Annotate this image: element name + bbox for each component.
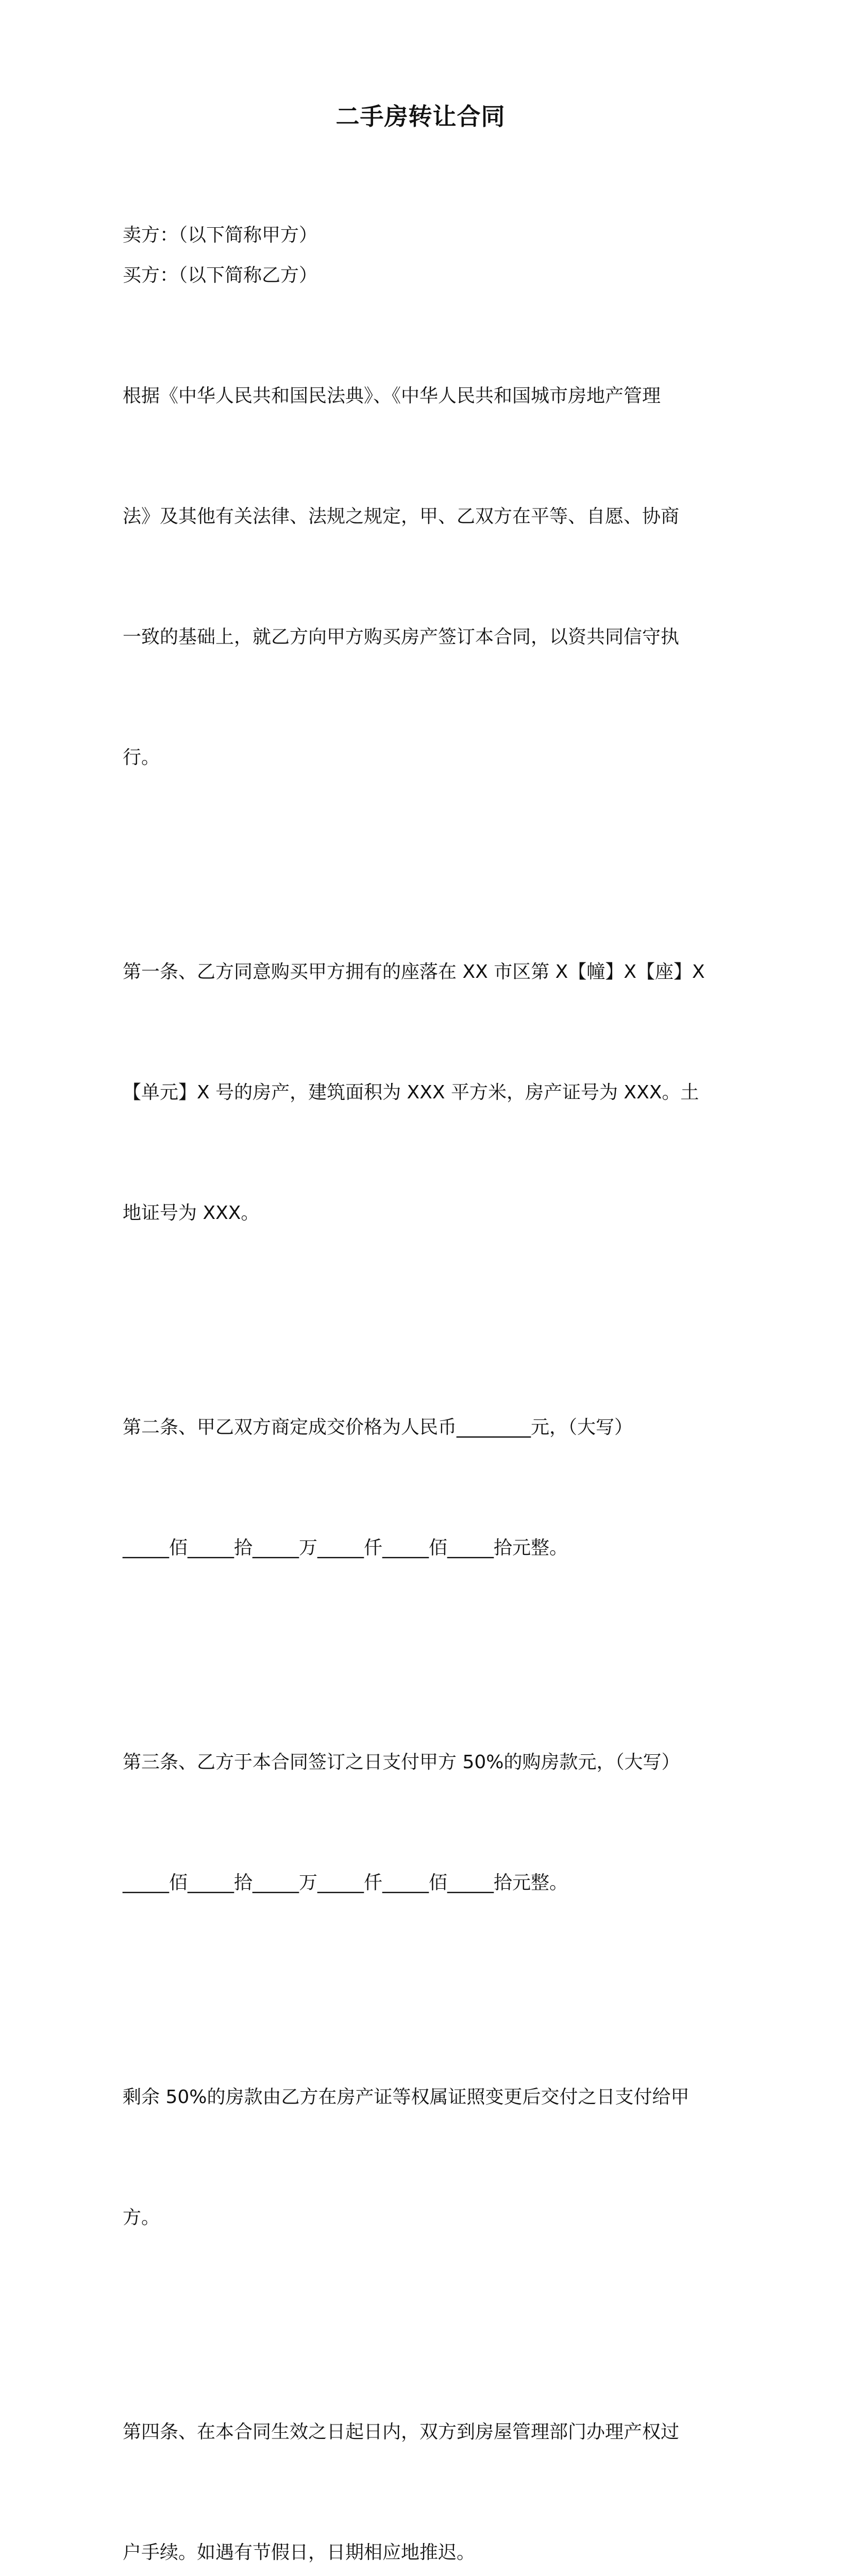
text-line: 第四条、在本合同生效之日起日内，双方到房屋管理部门办理产权过	[123, 2421, 680, 2443]
text-line: 第二条、甲乙双方商定成交价格为人民币________元，（大写）	[123, 1417, 633, 1438]
text-line: 一致的基础上，就乙方向甲方购买房产签订本合同，以资共同信守执	[123, 626, 680, 648]
seller-line: 卖方：（以下简称甲方）	[123, 225, 318, 246]
document-body	[123, 215, 715, 2576]
text-line: 户手续。如遇有节假日，日期相应地推迟。	[123, 2542, 476, 2563]
text-line: 地证号为 XXX。	[123, 1202, 260, 1224]
preamble-paragraph	[123, 296, 715, 858]
text-line: 行。	[123, 747, 160, 768]
text-line: _____佰_____拾_____万_____仟_____佰_____拾元整。	[123, 1872, 568, 1893]
text-line: 第一条、乙方同意购买甲方拥有的座落在 XX 市区第 X【幢】X【座】X	[123, 961, 705, 982]
article-3	[123, 1662, 715, 1984]
article-4	[123, 2332, 715, 2576]
text-line: 方。	[123, 2207, 160, 2228]
page-title: 二手房转让合同	[335, 103, 506, 130]
buyer-line: 买方：（以下简称乙方）	[123, 265, 318, 286]
text-line: 第三条、乙方于本合同签订之日支付甲方 50%的购房款元，（大写）	[123, 1752, 680, 1773]
article-2	[123, 1327, 715, 1649]
remainder-paragraph	[123, 1997, 715, 2318]
text-line: 根据《中华人民共和国民法典》、《中华人民共和国城市房地产管理	[123, 385, 661, 406]
text-line: 剩余 50%的房款由乙方在房产证等权属证照变更后交付之日支付给甲	[123, 2087, 689, 2108]
text-line: 法》及其他有关法律、法规之规定，甲、乙双方在平等、自愿、协商	[123, 506, 680, 527]
text-line: _____佰_____拾_____万_____仟_____佰_____拾元整。	[123, 1537, 568, 1558]
article-1	[123, 872, 715, 1314]
text-line: 【单元】X 号的房产，建筑面积为 XXX 平方米，房产证号为 XXX。土	[123, 1082, 699, 1103]
